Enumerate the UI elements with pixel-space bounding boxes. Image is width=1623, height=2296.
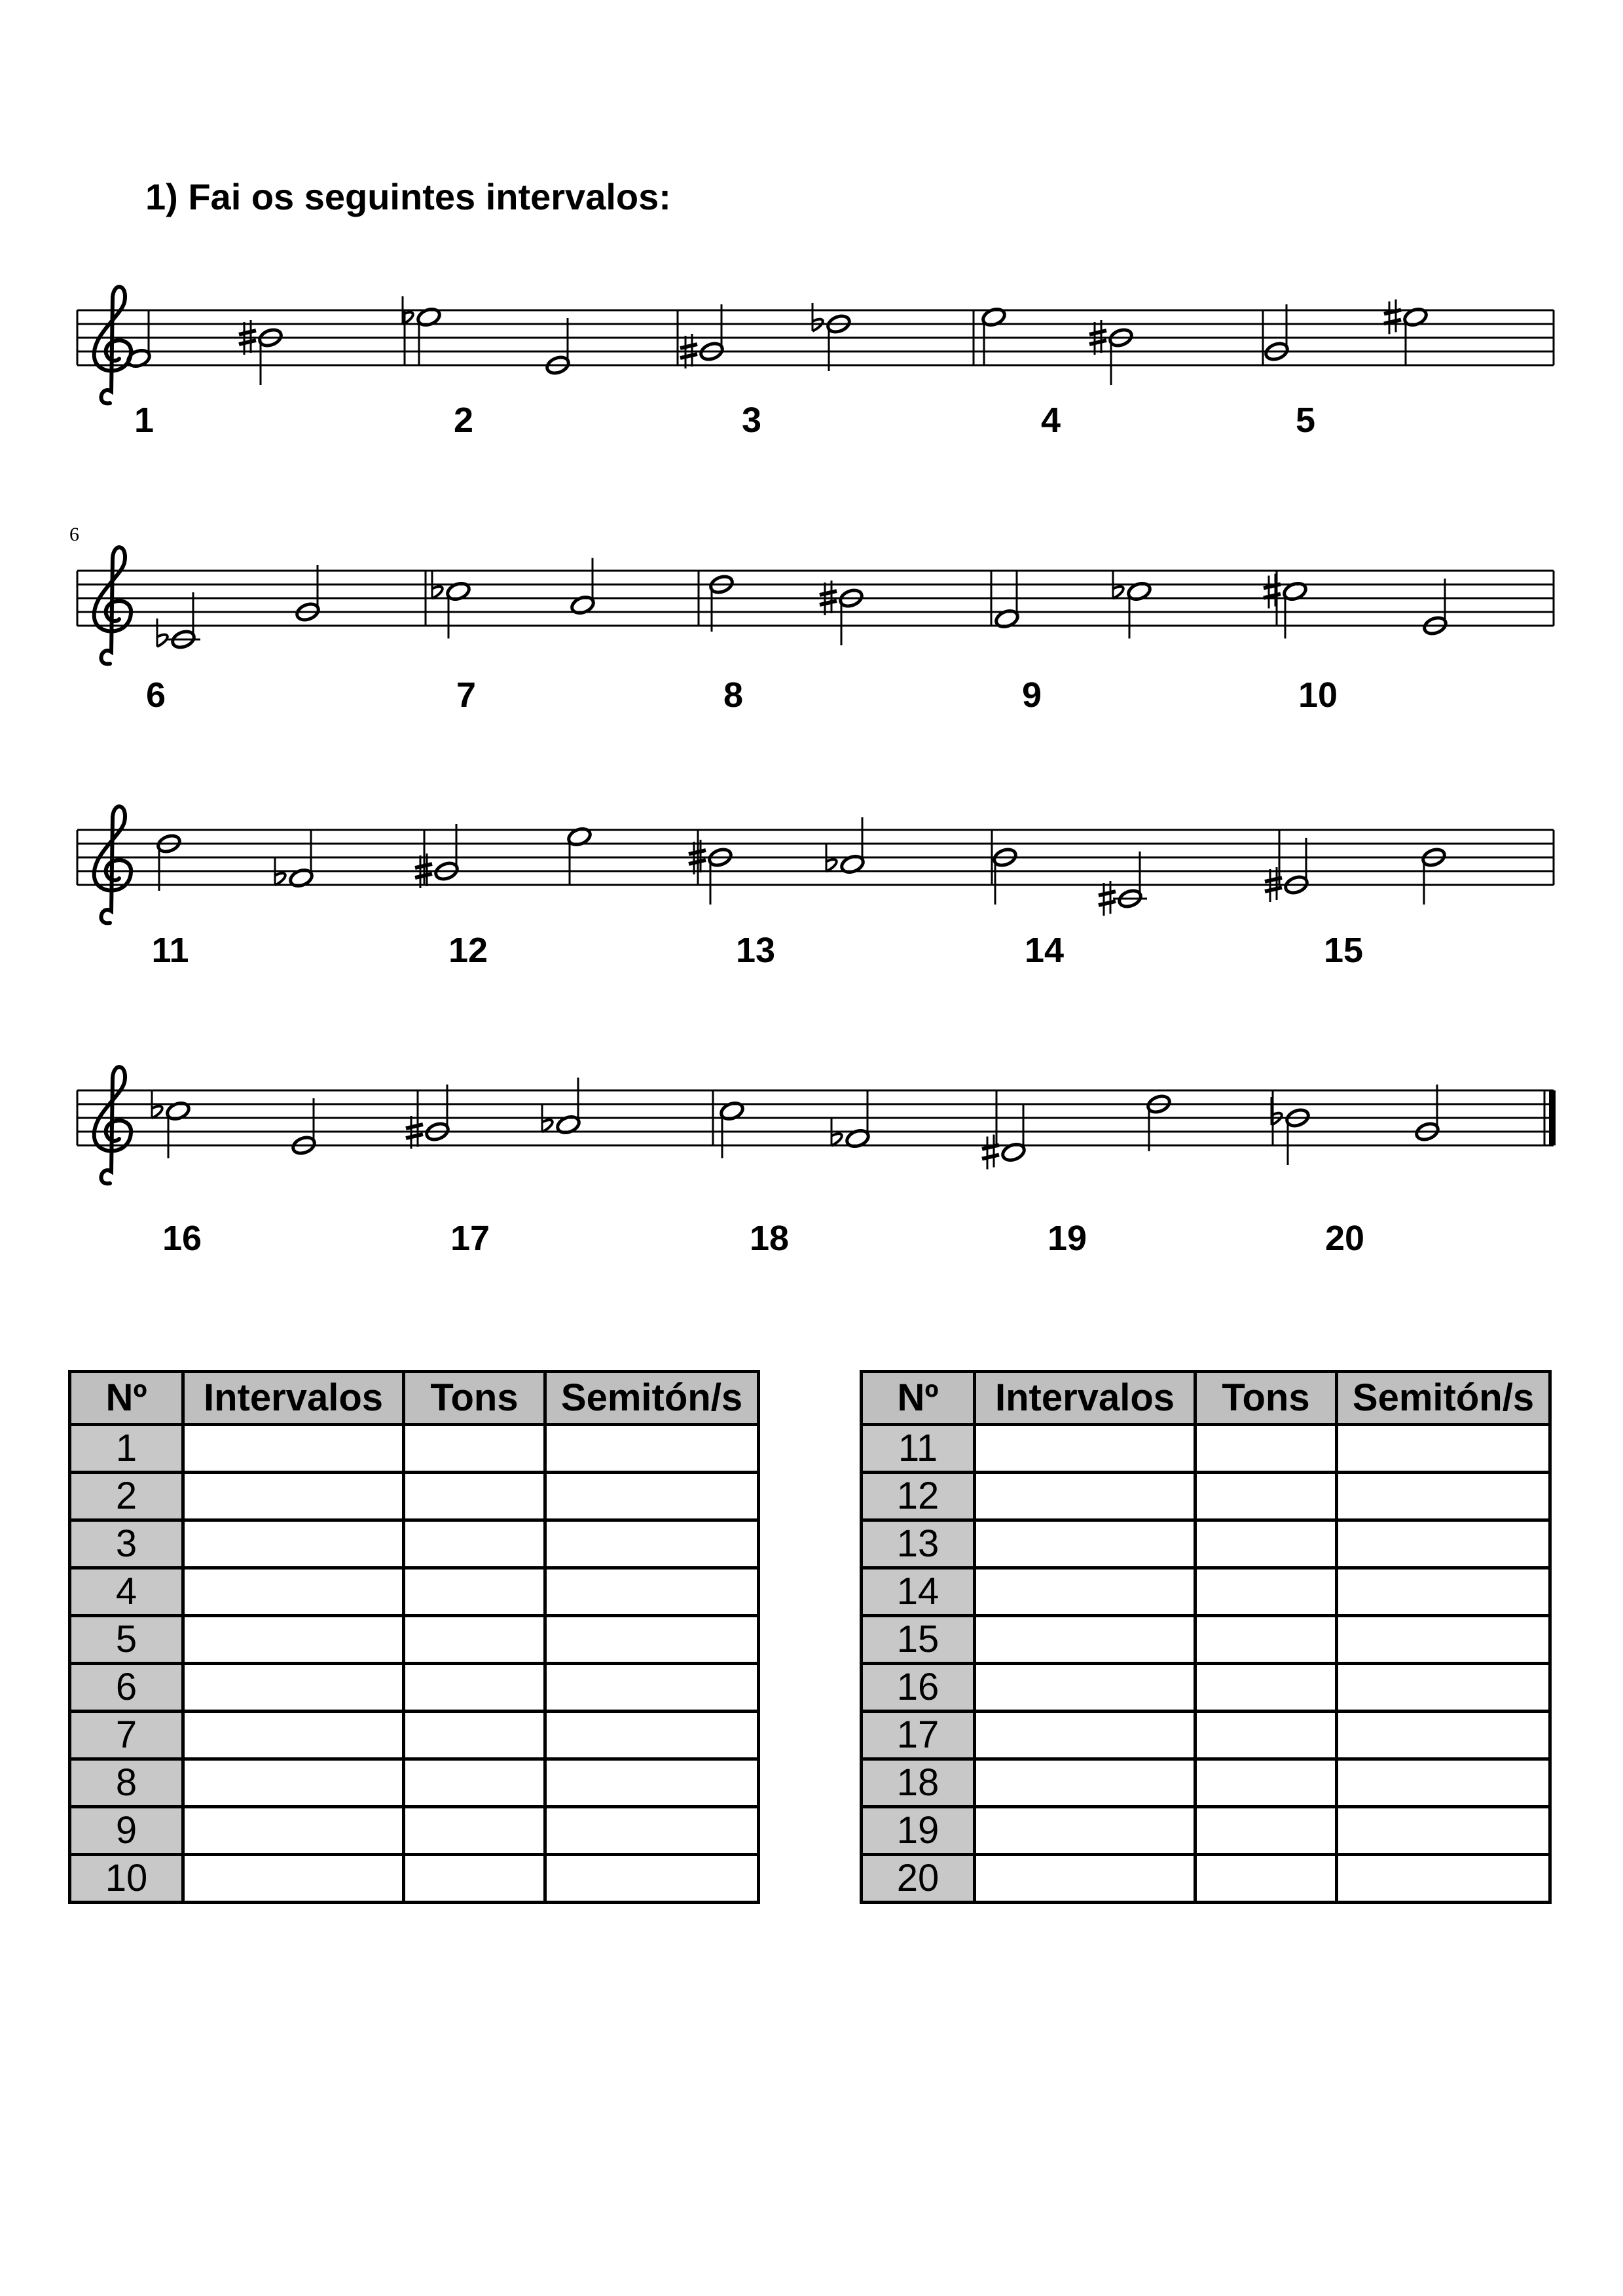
interval-number-label: 7: [456, 675, 477, 715]
treble-clef-icon: [94, 806, 131, 923]
interval-number-label: 12: [448, 931, 488, 970]
row-number: 11: [862, 1425, 975, 1473]
half-note: [838, 587, 864, 645]
flat-icon: [812, 303, 823, 331]
half-note: [1283, 838, 1309, 896]
row-number: 12: [862, 1473, 975, 1520]
half-note: [555, 1078, 581, 1136]
tones-answer-cell[interactable]: [404, 1425, 545, 1473]
tones-answer-cell[interactable]: [404, 1759, 545, 1807]
tones-answer-cell[interactable]: [1195, 1520, 1337, 1568]
interval-20: [1271, 1085, 1440, 1165]
tones-answer-cell[interactable]: [404, 1807, 545, 1855]
interval-17: [406, 1078, 581, 1149]
row-number: 4: [70, 1568, 183, 1616]
intervals-answer-cell[interactable]: [183, 1568, 404, 1616]
half-note: [416, 306, 442, 365]
intervals-answer-cell[interactable]: [975, 1855, 1195, 1903]
tones-answer-cell[interactable]: [404, 1616, 545, 1664]
interval-number-label: 8: [723, 675, 744, 715]
semitones-answer-cell[interactable]: [545, 1807, 759, 1855]
intervals-answer-cell[interactable]: [183, 1664, 404, 1712]
exercise-title: 1) Fai os seguintes intervalos:: [145, 176, 671, 217]
tones-answer-cell[interactable]: [404, 1855, 545, 1903]
half-note: [839, 817, 866, 876]
column-header-number: Nº: [862, 1372, 975, 1425]
row-number: 16: [862, 1664, 975, 1712]
table-header-row: [70, 1372, 759, 1425]
intervals-answer-cell[interactable]: [975, 1473, 1195, 1520]
interval-number-label: 10: [1298, 675, 1338, 715]
intervals-answer-cell[interactable]: [183, 1425, 404, 1473]
semitones-answer-cell[interactable]: [545, 1712, 759, 1759]
tones-answer-cell[interactable]: [1195, 1664, 1337, 1712]
half-note: [566, 826, 593, 884]
intervals-answer-cell[interactable]: [183, 1616, 404, 1664]
intervals-answer-cell[interactable]: [975, 1664, 1195, 1712]
tones-answer-cell[interactable]: [1195, 1473, 1337, 1520]
row-number: 20: [862, 1855, 975, 1903]
half-note: [291, 1098, 317, 1157]
interval-number-label: 5: [1295, 401, 1316, 440]
column-header-intervals: Intervalos: [975, 1372, 1195, 1425]
sharp-icon: [1384, 300, 1401, 334]
half-note: [1126, 581, 1152, 639]
table-row: [70, 1568, 759, 1616]
interval-2: [403, 296, 571, 376]
interval-number-label: 20: [1324, 1219, 1365, 1258]
semitones-answer-cell[interactable]: [545, 1855, 759, 1903]
row-number: 19: [862, 1807, 975, 1855]
intervals-answer-cell[interactable]: [975, 1425, 1195, 1473]
interval-number-label: 11: [151, 931, 189, 970]
half-note: [1113, 852, 1147, 910]
column-header-semitones: Semitón/s: [545, 1372, 759, 1425]
half-note: [1000, 1105, 1027, 1164]
staff-system-2: [69, 524, 1554, 715]
interval-16: [152, 1090, 317, 1158]
row-number: 1: [70, 1425, 183, 1473]
half-note: [295, 565, 321, 623]
half-note: [1422, 579, 1448, 637]
interval-number-label: 15: [1323, 931, 1364, 970]
interval-number-label: 14: [1024, 931, 1065, 970]
intervals-answer-cell[interactable]: [975, 1807, 1195, 1855]
interval-number-label: 18: [749, 1219, 790, 1258]
half-note: [994, 572, 1020, 630]
intervals-answer-cell[interactable]: [183, 1759, 404, 1807]
tones-answer-cell[interactable]: [1195, 1425, 1337, 1473]
row-number: 8: [70, 1759, 183, 1807]
tones-answer-cell[interactable]: [404, 1520, 545, 1568]
half-note: [445, 581, 471, 639]
tones-answer-cell[interactable]: [1195, 1616, 1337, 1664]
measure-number: 6: [69, 524, 79, 545]
tones-answer-cell[interactable]: [1195, 1855, 1337, 1903]
staff-system-1: [77, 287, 1554, 440]
tones-answer-cell[interactable]: [1195, 1712, 1337, 1759]
row-number: 13: [862, 1520, 975, 1568]
table-row: [862, 1855, 1550, 1903]
row-number: 18: [862, 1759, 975, 1807]
table-row: [862, 1568, 1550, 1616]
semitones-answer-cell[interactable]: [1337, 1855, 1550, 1903]
table-row: [70, 1712, 759, 1759]
treble-clef-icon: [94, 287, 131, 403]
column-header-tones: Tons: [404, 1372, 545, 1425]
answer-table-1-10: [68, 1370, 760, 1904]
semitones-answer-cell[interactable]: [545, 1520, 759, 1568]
half-note: [981, 306, 1007, 365]
half-note: [708, 573, 735, 632]
intervals-answer-cell[interactable]: [183, 1855, 404, 1903]
half-note: [1414, 1085, 1440, 1143]
staff-system-3: [77, 806, 1554, 970]
interval-number-label: 13: [735, 931, 776, 970]
table-row: [70, 1616, 759, 1664]
half-note: [156, 833, 182, 891]
table-row: [862, 1425, 1550, 1473]
intervals-answer-cell[interactable]: [183, 1807, 404, 1855]
interval-number-label: 2: [453, 401, 474, 440]
half-note: [288, 831, 314, 889]
interval-12: [415, 824, 593, 888]
semitones-answer-cell[interactable]: [545, 1759, 759, 1807]
half-note: [166, 592, 200, 651]
treble-clef-icon: [94, 547, 131, 664]
table-row: [70, 1759, 759, 1807]
flat-icon: [157, 619, 168, 647]
semitones-answer-cell[interactable]: [545, 1425, 759, 1473]
interval-number-label: 16: [162, 1219, 202, 1258]
interval-number-label: 17: [450, 1219, 490, 1258]
half-note: [992, 846, 1018, 905]
row-number: 3: [70, 1520, 183, 1568]
half-note: [1285, 1107, 1311, 1165]
half-note: [1421, 846, 1447, 905]
tones-answer-cell[interactable]: [404, 1712, 545, 1759]
column-header-intervals: Intervalos: [183, 1372, 404, 1425]
staff-system-4: [77, 1067, 1554, 1258]
table-row: [70, 1664, 759, 1712]
table-row: [70, 1855, 759, 1903]
interval-9: [994, 571, 1152, 639]
semitones-answer-cell[interactable]: [1337, 1807, 1550, 1855]
interval-number-label: 6: [145, 675, 166, 715]
half-note: [424, 1085, 450, 1143]
half-note: [1402, 306, 1429, 365]
half-note: [570, 558, 596, 617]
interval-18: [719, 1092, 871, 1158]
column-header-number: Nº: [70, 1372, 183, 1425]
table-row: [862, 1807, 1550, 1855]
row-number: 15: [862, 1616, 975, 1664]
table-row: [70, 1473, 759, 1520]
tones-answer-cell[interactable]: [1195, 1759, 1337, 1807]
half-note: [707, 846, 733, 905]
semitones-answer-cell[interactable]: [1337, 1473, 1550, 1520]
row-number: 2: [70, 1473, 183, 1520]
row-number: 17: [862, 1712, 975, 1759]
sharp-icon: [1264, 574, 1281, 609]
table-row: [70, 1425, 759, 1473]
column-header-semitones: Semitón/s: [1337, 1372, 1550, 1425]
tones-answer-cell[interactable]: [404, 1473, 545, 1520]
interval-number-label: 9: [1021, 675, 1042, 715]
semitones-answer-cell[interactable]: [545, 1616, 759, 1664]
interval-number-label: 3: [741, 401, 762, 440]
half-note: [719, 1100, 745, 1158]
interval-6: [157, 565, 321, 651]
table-header-row: [862, 1372, 1550, 1425]
half-note: [699, 304, 725, 363]
half-note: [1146, 1093, 1172, 1151]
column-header-tones: Tons: [1195, 1372, 1337, 1425]
interval-4: [981, 306, 1134, 385]
intervals-answer-cell[interactable]: [975, 1712, 1195, 1759]
row-number: 9: [70, 1807, 183, 1855]
table-row: [862, 1712, 1550, 1759]
semitones-answer-cell[interactable]: [1337, 1616, 1550, 1664]
half-note: [257, 327, 283, 385]
semitones-answer-cell[interactable]: [1337, 1712, 1550, 1759]
table-row: [862, 1520, 1550, 1568]
row-number: 10: [70, 1855, 183, 1903]
row-number: 7: [70, 1712, 183, 1759]
tones-answer-cell[interactable]: [404, 1568, 545, 1616]
table-row: [862, 1473, 1550, 1520]
semitones-answer-cell[interactable]: [1337, 1568, 1550, 1616]
row-number: 5: [70, 1616, 183, 1664]
interval-number-label: 4: [1040, 401, 1061, 440]
intervals-answer-cell[interactable]: [183, 1520, 404, 1568]
interval-11: [156, 831, 314, 891]
tones-answer-cell[interactable]: [404, 1664, 545, 1712]
answer-table-11-20: [860, 1370, 1552, 1904]
interval-1: [126, 312, 283, 386]
half-note: [1282, 581, 1308, 639]
interval-5: [1264, 300, 1429, 365]
semitones-answer-cell[interactable]: [545, 1568, 759, 1616]
half-note: [826, 313, 852, 371]
interval-number-label: 19: [1047, 1219, 1087, 1258]
interval-10: [1264, 574, 1448, 639]
row-number: 14: [862, 1568, 975, 1616]
table-row: [70, 1520, 759, 1568]
intervals-answer-cell[interactable]: [975, 1616, 1195, 1664]
tones-answer-cell[interactable]: [1195, 1568, 1337, 1616]
semitones-answer-cell[interactable]: [1337, 1664, 1550, 1712]
half-note: [545, 318, 571, 376]
interval-number-label: 1: [134, 401, 155, 440]
row-number: 6: [70, 1664, 183, 1712]
semitones-answer-cell[interactable]: [1337, 1520, 1550, 1568]
half-note: [433, 824, 460, 882]
semitones-answer-cell[interactable]: [1337, 1759, 1550, 1807]
table-row: [862, 1759, 1550, 1807]
half-note: [126, 312, 152, 370]
half-note: [165, 1100, 191, 1158]
semitones-answer-cell[interactable]: [1337, 1425, 1550, 1473]
intervals-answer-cell[interactable]: [975, 1520, 1195, 1568]
half-note: [1264, 304, 1290, 363]
intervals-answer-cell[interactable]: [975, 1568, 1195, 1616]
tones-answer-cell[interactable]: [1195, 1807, 1337, 1855]
semitones-answer-cell[interactable]: [545, 1473, 759, 1520]
semitones-answer-cell[interactable]: [545, 1664, 759, 1712]
table-row: [70, 1807, 759, 1855]
table-row: [862, 1616, 1550, 1664]
intervals-answer-cell[interactable]: [975, 1759, 1195, 1807]
table-row: [862, 1664, 1550, 1712]
half-note: [1108, 327, 1134, 385]
half-note: [845, 1092, 871, 1150]
intervals-answer-cell[interactable]: [183, 1712, 404, 1759]
intervals-answer-cell[interactable]: [183, 1473, 404, 1520]
treble-clef-icon: [94, 1067, 131, 1183]
